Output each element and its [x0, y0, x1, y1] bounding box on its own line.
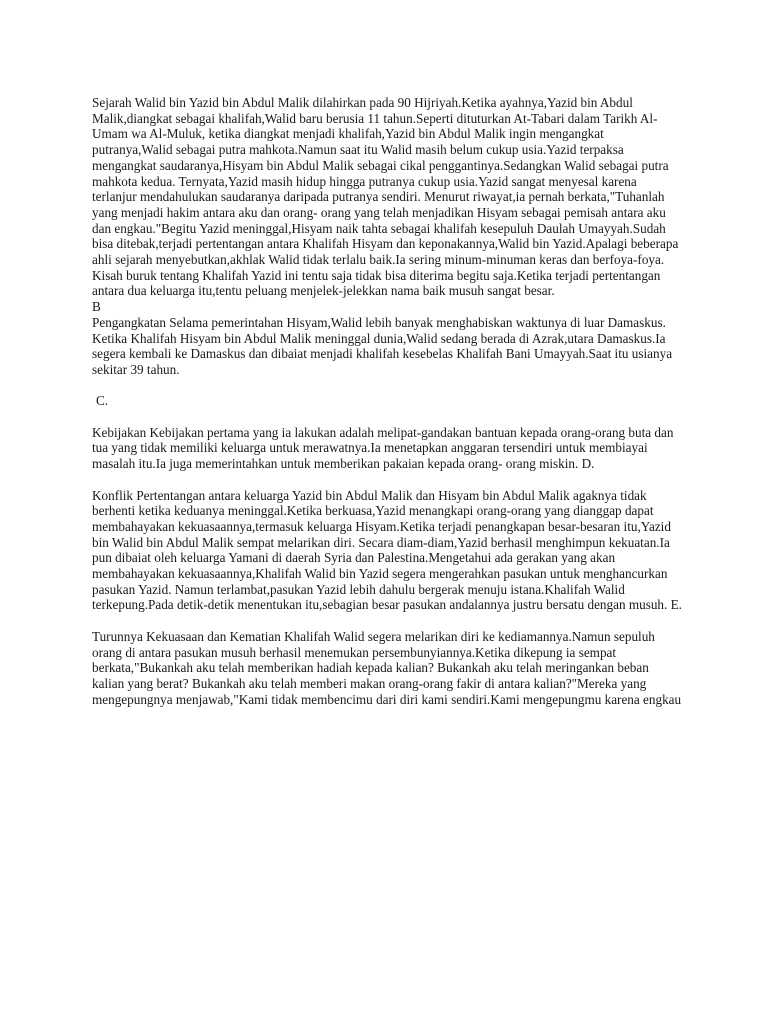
paragraph-turunnya-kekuasaan: Turunnya Kekuasaan dan Kematian Khalifah Walid segera melarikan diri ke kediamannya.Namun sepuluh orang di antara pasukan musuh berhasil menemukan persembunyiannya.Ketika dikepung ia sempat berkata,"Bukankah aku telah memberikan hadiah kepada kalian? Bukankah aku telah meringankan beban kalian yang berat? Bukankah aku telah memberi makan orang-orang fakir di antara kalian?"Mereka yang mengepungnya menjawab,"Kami tidak membencimu dari diri kami sendiri.Kami mengepungmu karena engkau: [92, 628, 682, 707]
document-page: [92, 95, 682, 707]
paragraph-pengangkatan: Pengangkatan Selama pemerintahan Hisyam,Walid lebih banyak menghabiskan waktunya di luar Damaskus. Ketika Khalifah Hisyam bin Abdul Malik meninggal dunia,Walid sedang berada di Azrak,utara Damaskus.Ia segera kembali ke Damaskus dan dibaiat menjadi khalifah kesebelas Khalifah Bani Umayyah.Saat itu usianya sekitar 39 tahun.: [92, 314, 673, 377]
spacer: [92, 613, 682, 629]
section-label-b: B: [92, 299, 101, 315]
paragraph-kebijakan: Kebijakan Kebijakan pertama yang ia lakukan adalah melipat-gandakan bantuan kepada orang-orang buta dan tua yang tidak memiliki keluarga untuk merawatnya.Ia menetapkan anggaran tersendiri untuk membiayai masalah itu.Ia juga memerintahkan untuk memberikan pakaian kepada orang- orang miskin. D.: [92, 424, 674, 472]
spacer: [92, 378, 682, 394]
spacer: [92, 409, 682, 425]
paragraph-konflik: Konflik Pertentangan antara keluarga Yazid bin Abdul Malik dan Hisyam bin Abdul Malik agaknya tidak berhenti ketika keduanya meninggal.Ketika berkuasa,Yazid menangkapi orang-orang yang dianggap dapat membahayakan kekuasaannya,termasuk keluarga Hisyam.Ketika terjadi penangkapan besar-besaran itu,Yazid bin Walid bin Abdul Malik sempat melarikan diri. Secara diam-diam,Yazid berhasil menghimpun kekuatan.Ia pun dibaiat oleh keluarga Yamani di daerah Syria dan Palestina.Mengetahui ada gerakan yang akan membahayakan kekuasaannya,Khalifah Walid bin Yazid segera mengerahkan pasukan untuk menghancurkan pasukan Yazid. Namun terlambat,pasukan Yazid lebih dahulu bergerak menuju istana.Khalifah Walid terkepung.Pada detik-detik menentukan itu,sebagian besar pasukan andalannya justru bersatu dengan musuh. E.: [92, 487, 682, 613]
spacer: [92, 472, 682, 488]
section-label-c: C.: [96, 393, 109, 409]
paragraph-sejarah: Sejarah Walid bin Yazid bin Abdul Malik dilahirkan pada 90 Hijriyah.Ketika ayahnya,Yazid bin Abdul Malik,diangkat sebagai khalifah,Walid baru berusia 11 tahun.Seperti dituturkan At-Tabari dalam Tarikh Al-Umam wa Al-Muluk, ketika diangkat menjadi khalifah,Yazid bin Abdul Malik ingin mengangkat putranya,Walid sebagai putra mahkota.Namun saat itu Walid masih belum cukup usia.Yazid terpaksa mengangkat saudaranya,Hisyam bin Abdul Malik sebagai cikal penggantinya.Sedangkan Walid sebagai putra mahkota kedua. Ternyata,Yazid masih hidup hingga putranya cukup usia.Yazid sangat menyesal karena terlanjur mendahulukan saudaranya daripada putranya sendiri. Menurut riwayat,ia pernah berkata,"Tuhanlah yang menjadi hakim antara aku dan orang- orang yang telah menjadikan Hisyam sebagai pemisah antara aku dan engkau."Begitu Yazid meninggal,Hisyam naik tahta sebagai khalifah kesepuluh Daulah Umayyah.Sudah bisa ditebak,terjadi pertentangan antara Khalifah Hisyam dan keponakannya,Walid bin Yazid.Apalagi beberapa ahli sejarah menyebutkan,akhlak Walid tidak terlalu baik.Ia sering minum-minuman keras dan berfoya-foya. Kisah buruk tentang Khalifah Yazid ini tentu saja tidak bisa diterima begitu saja.Ketika terjadi pertentangan antara dua keluarga itu,tentu peluang menjelek-jelekkan nama baik musuh sangat besar.: [92, 95, 679, 299]
